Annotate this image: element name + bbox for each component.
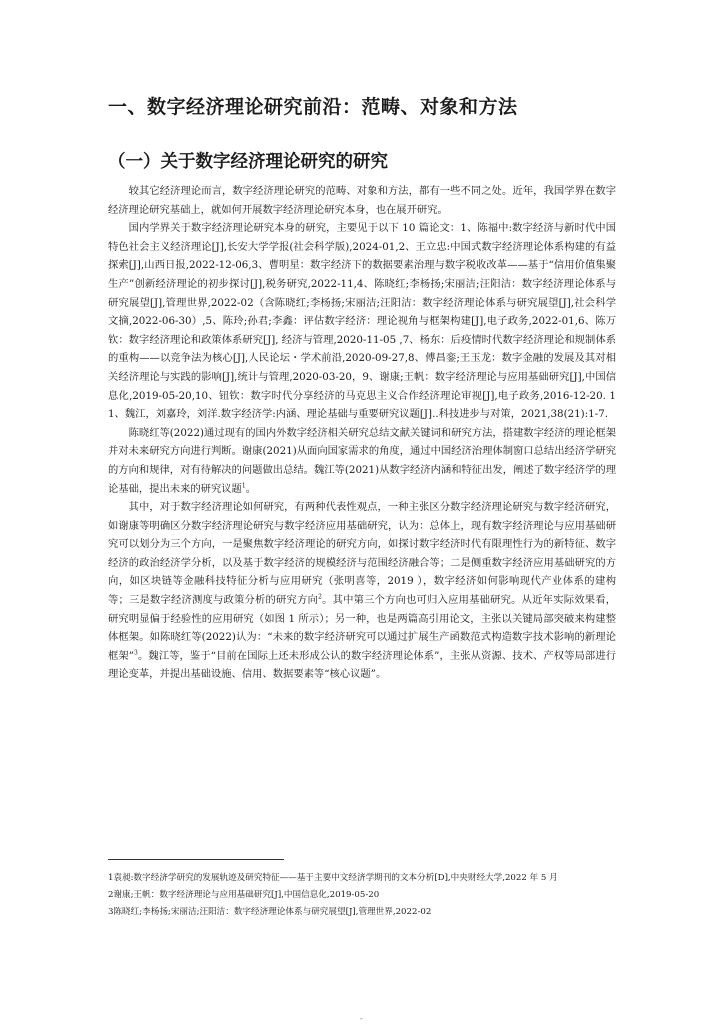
footnote-1: 1袁昶:数字经济学研究的发展轨迹及研究特征——基于主要中文经济学期刊的文本分析[D],中央财经大学,2022 年 5 月 [108, 873, 558, 883]
paragraph-review: 陈晓红等(2022)通过现有的国内外数字经济相关研究总结文献关键词和研究方法，搭建数字经济的理论框架并对未来研究方向进行判断。谢康(2021)从面向国家需求的角度，通过中国经济治理体制窗口总结出经济学研究的方向和规律，对有待解决的问题做出总结。魏江等(2021)从数字经济内涵和特征出发，阐述了数字经济学的理论基础，提出未来的研究议题$^1$。 [108, 426, 616, 495]
paragraph-views-text: 其中，对于数字经济理论如何研究，有两种代表性观点，一种主张区分数字经济理论研究与数字经济研究，如谢康等明确区分数字经济理论研究与数字经济应用基础研究，认为：总体上，现有数字经济理论与应用基础研究可以划分为三个方向，一是聚焦数字经济理论的研究方向，如探讨数字经济时代有限理性行为的新特征、数字经济的政治经济学分析，以及基于数字经济的规模经济与范围经济融合等；二是侧重数字经济应用基础研究的方向，如区块链等金融科技特征分析与应用研究（张明喜等，2019 ），数字经济如何影响现代产业体系的建构等；三是数字经济测度与政策分析的研究方向 [108, 501, 616, 607]
paragraph-views [108, 498, 616, 684]
paragraph-views-end: 。魏江等，鉴于“目前在国际上还未形成公认的数字经济理论体系”，主张从资源、技术、产权等局部进行理论变革，并提出基础设施、信用、数据要素等“核心议题”。 [108, 649, 617, 681]
footnote-ref-2: 2 [318, 593, 322, 601]
footnotes [108, 870, 616, 921]
paragraph-intro: 较其它经济理论而言，数字经济理论研究的范畴、对象和方法，都有一些不同之处。近年，我国学界在数字经济理论研究基础上，就如何开展数字经济理论研究本身，也在展开研究。 [108, 185, 616, 216]
footnote-2: 2谢康;王帆：数字经济理论与应用基础研究[J],中国信息化,2019-05-20 [108, 890, 380, 900]
footnote-3: 3陈晓红;李杨扬;宋丽洁;汪阳洁：数字经济理论体系与研究展望[J],管理世界,2022-02 [108, 907, 432, 917]
page-number-mark: - [360, 1014, 363, 1023]
footnote-divider [108, 859, 284, 860]
paragraph-literature-list: 国内学界关于数字经济理论研究本身的研究，主要见于以下 10 篇论文：1、陈福中:数字经济与新时代中国特色社会主义经济理论[J],长安大学学报(社会科学版),2024-01,2、王立忠:中国式数字经济理论体系构建的有益探索[J],山西日报,2022-12-06,3、曹明星：数字经济下的数据要素治理与数字税收改革——基于“信用价值集聚生产”创新经济理论的初步探讨[J],税务研究,2022-11,4、陈晓红;李杨扬;宋丽洁;汪阳洁：数字经济理论体系与研究展望[J],管理世界,2022-02（含陈晓红;李杨扬;宋丽洁;汪阳洁：数字经济理论体系与研究展望[J],社会科学文摘,2022-06-30）,5、陈玲;孙君;李鑫：评估数字经济：理论视角与框架构建[J],电子政务,2022-01,6、陈万钦：数字经济理论和政策体系研究[J], 经济与管理,2020-11-05 ,7、杨东：后疫情时代数字经济理论和规制体系的重构——以竞争法为核心[J],人民论坛・学术前沿,2020-09-27,8、傅昌銮;王玉龙：数字金融的发展及其对相关经济理论与实践的影响[J],统计与管理,2020-03-20，9、谢康;王帆：数字经济理论与应用基础研究[J],中国信息化,2019-05-20,10、钮钦：数字时代分享经济的马克思主义合作经济理论审视[J],电子政务,2016-12-20. 11、魏江，刘嘉玲，刘洋.数字经济学:内涵、理论基础与重要研究议题[J]..科技进步与对策，2021,38(21):1-7. [108, 222, 616, 421]
section-heading: 一、数字经济理论研究前沿：范畴、对象和方法 [108, 96, 518, 118]
footnote-ref-1: 1 [241, 482, 246, 490]
footnote-ref-3: 3 [134, 649, 138, 657]
paragraph-views-cont: 。其中第三个方向也可归入应用基础研究。从近年实际效果看，研究明显偏于经验性的应用研究（如图 1 所示）；另一种，也是两篇高引用论文，主张以关键局部突破来构建整体框架。如陈晓红等(2022)认为：“未来的数字经济研究可以通过扩展生产函数范式构造数字技术影响的新理论框架” [108, 594, 617, 662]
subsection-heading: （一）关于数字经济理论研究的研究 [108, 152, 388, 172]
body-text [108, 182, 616, 684]
paragraph-review-text: 陈晓红等(2022)通过现有的国内外数字经济相关研究总结文献关键词和研究方法，搭建数字经济的理论框架并对未来研究方向进行判断。谢康(2021)从面向国家需求的角度，通过中国经济治理体制窗口总结出经济学研究的方向和规律，对有待解决的问题做出总结。魏江等(2021)从数字经济内涵和特征出发，阐述了数字经济学的理论基础，提出未来的研究议题 [108, 426, 616, 495]
